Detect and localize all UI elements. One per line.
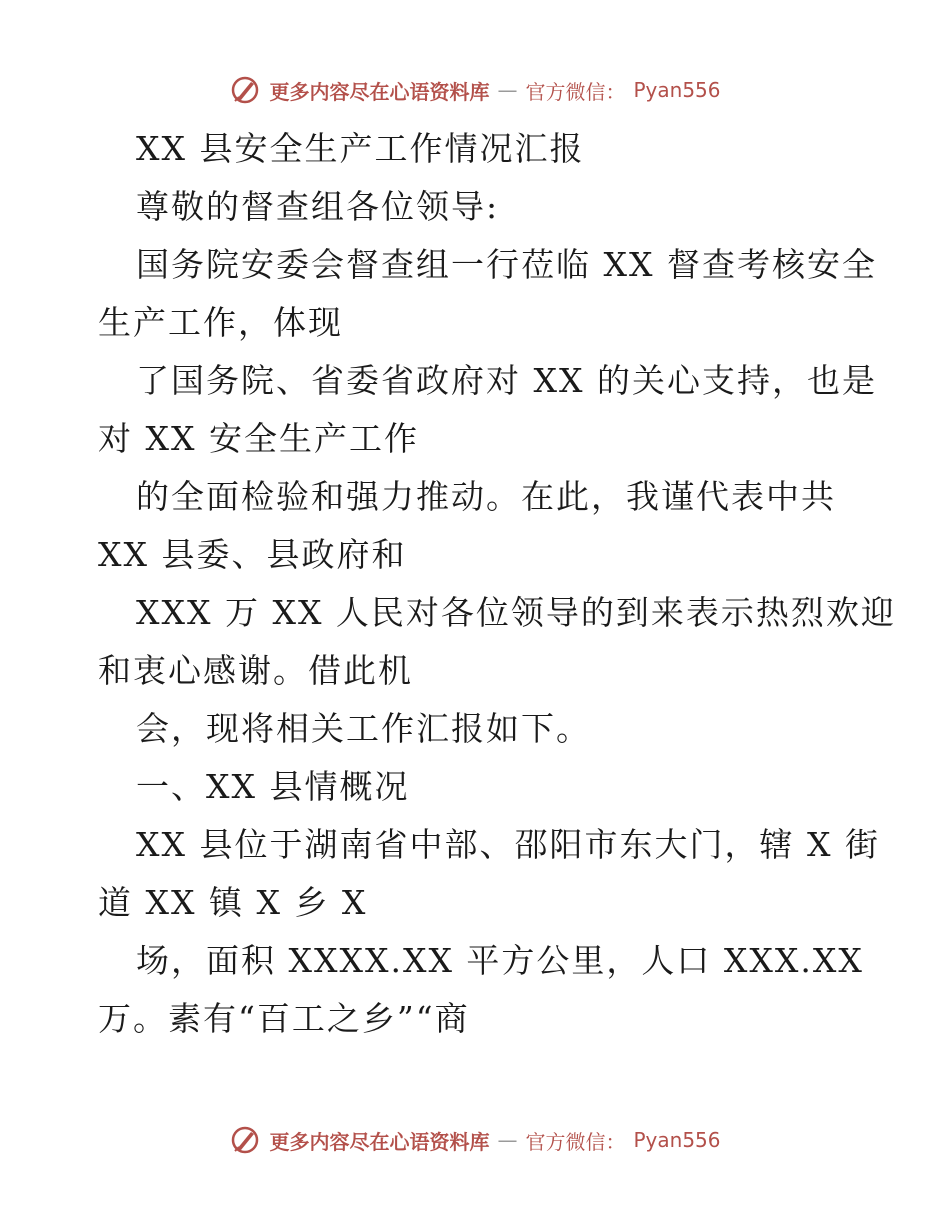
paragraph-line: 对 XX 安全生产工作 — [98, 419, 419, 458]
paragraph-line: XX 县位于湖南省中部、邵阳市东大门，辖 X 街 — [136, 825, 880, 864]
feather-pen-logo-icon — [229, 1124, 261, 1156]
banner-text: 更多内容尽在心语资料库 — [269, 1129, 490, 1154]
paragraph-line: XX 县委、县政府和 — [98, 535, 407, 574]
paragraph-line: XXX 万 XX 人民对各位领导的到来表示热烈欢迎 — [136, 593, 896, 632]
banner-text: 更多内容尽在心语资料库 — [269, 79, 490, 104]
paragraph-line: 和衷心感谢。借此机 — [98, 651, 413, 690]
paragraph-line: 国务院安委会督查组一行莅临 XX 督查考核安全 — [136, 245, 877, 284]
banner-wechat-label: 官方微信： — [525, 79, 626, 104]
paragraph-line: 的全面检验和强力推动。在此，我谨代表中共 — [136, 477, 836, 516]
section-heading: 一、XX 县情概况 — [136, 767, 410, 806]
paragraph-line: 道 XX 镇 X 乡 X — [98, 883, 368, 922]
feather-pen-logo-icon — [229, 74, 261, 106]
document-body — [98, 120, 896, 1048]
paragraph-line: 生产工作，体现 — [98, 303, 343, 342]
banner-wechat-label: 官方微信： — [525, 1129, 626, 1154]
banner-separator: — — [497, 78, 518, 102]
paragraph-line: 万。素有“百工之乡”“商 — [98, 999, 470, 1038]
banner-separator: — — [497, 1128, 518, 1152]
paragraph-line: 了国务院、省委省政府对 XX 的关心支持，也是 — [136, 361, 877, 400]
paragraph-line: 会，现将相关工作汇报如下。 — [136, 709, 591, 748]
banner-wechat-id: Pyan556 — [633, 78, 721, 102]
paragraph-line: 场，面积 XXXX.XX 平方公里，人口 XXX.XX — [136, 941, 864, 980]
salutation: 尊敬的督查组各位领导: — [136, 187, 500, 226]
footer-watermark-banner — [0, 1120, 950, 1160]
banner-wechat-id: Pyan556 — [633, 1128, 721, 1152]
header-watermark-banner — [0, 70, 950, 110]
document-title: XX 县安全生产工作情况汇报 — [136, 129, 585, 168]
